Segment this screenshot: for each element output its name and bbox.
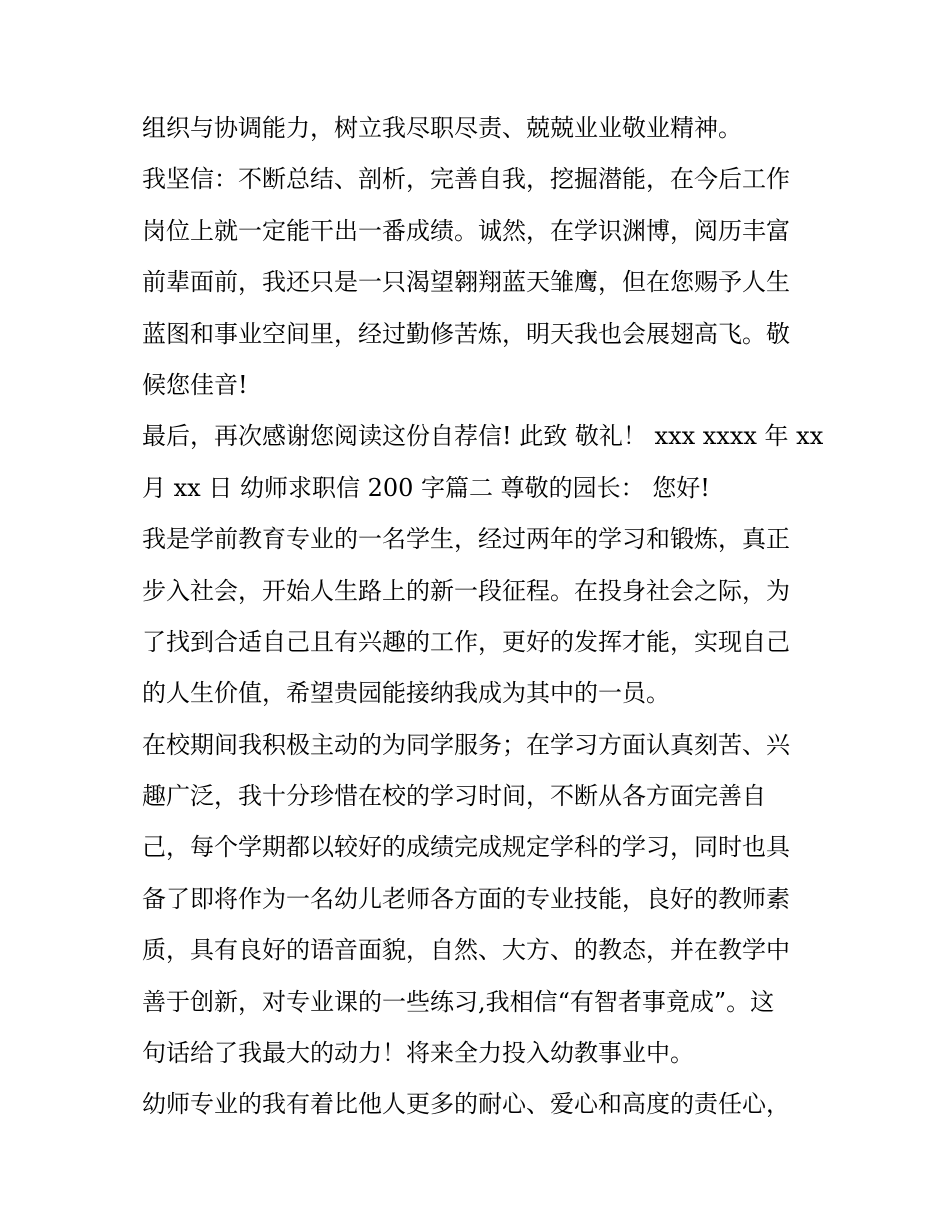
text-line: 组织与协调能力，树立我尽职尽责、兢兢业业敬业精神。 <box>142 114 742 142</box>
text-line: 月 xx 日 幼师求职信 200 字篇二 尊敬的园长： 您好! <box>142 473 710 502</box>
letter-body <box>142 103 822 1131</box>
text-line: 最后，再次感谢您阅读这份自荐信! 此致 敬礼！ xxx xxxx 年 xx <box>142 422 824 451</box>
text-line: 我是学前教育专业的一名学生，经过两年的学习和锻炼，真正 <box>142 525 790 554</box>
text-line: 在校期间我积极主动的为同学服务；在学习方面认真刻苦、兴 <box>142 730 790 759</box>
text-line: 句话给了我最大的动力！将来全力投入幼教事业中。 <box>142 1039 694 1068</box>
text-line: 己，每个学期都以较好的成绩完成规定学科的学习，同时也具 <box>142 833 790 862</box>
text-line: 备了即将作为一名幼儿老师各方面的专业技能，良好的教师素 <box>142 884 790 913</box>
text-line: 了找到合适自己且有兴趣的工作，更好的发挥才能，实现自己 <box>142 627 790 656</box>
text-line: 趣广泛，我十分珍惜在校的学习时间，不断从各方面完善自 <box>142 782 766 811</box>
text-line: 幼师专业的我有着比他人更多的耐心、爱心和高度的责任心， <box>142 1090 790 1119</box>
text-line: 候您佳音! <box>142 370 248 399</box>
text-line: 步入社会，开始人生路上的新一段征程。在投身社会之际，为 <box>142 576 790 605</box>
text-line: 的人生价值，希望贵园能接纳我成为其中的一员。 <box>142 679 670 708</box>
text-line: 蓝图和事业空间里，经过勤修苦炼，明天我也会展翅高飞。敬 <box>142 319 790 348</box>
text-line: 我坚信：不断总结、剖析，完善自我，挖掘潜能，在今后工作 <box>142 165 790 194</box>
text-line: 前辈面前，我还只是一只渴望翱翔蓝天雏鹰，但在您赐予人生 <box>142 268 790 297</box>
text-line: 善于创新，对专业课的一些练习,我相信“有智者事竟成”。这 <box>142 987 775 1016</box>
text-line: 岗位上就一定能干出一番成绩。诚然，在学识渊博，阅历丰富 <box>142 216 790 245</box>
text-line: 质，具有良好的语音面貌，自然、大方、的教态，并在教学中 <box>142 936 790 965</box>
